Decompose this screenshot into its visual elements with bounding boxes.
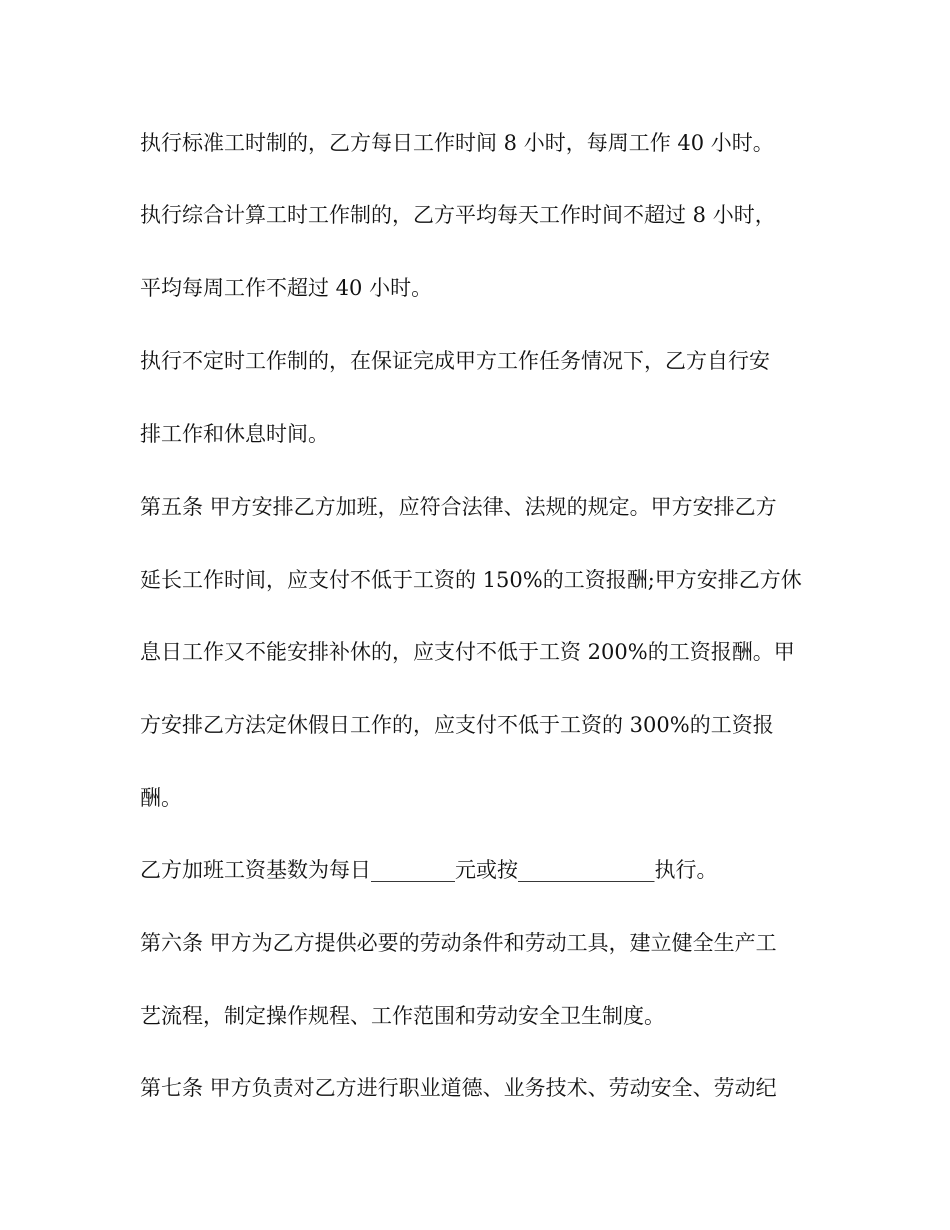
text-line: 平均每周工作不超过 40 小时。 — [140, 276, 433, 300]
text-line: 第六条 甲方为乙方提供必要的劳动条件和劳动工具，建立健全生产工 — [140, 931, 777, 955]
text-line: 艺流程，制定操作规程、工作范围和劳动安全卫生制度。 — [140, 1004, 665, 1028]
text-line: 第七条 甲方负责对乙方进行职业道德、业务技术、劳动安全、劳动纪 — [140, 1076, 777, 1100]
text-line: 息日工作又不能安排补休的，应支付不低于工资 200%的工资报酬。甲 — [140, 640, 795, 664]
text-line: 排工作和休息时间。 — [140, 422, 329, 446]
text-line: 执行不定时工作制的，在保证完成甲方工作任务情况下，乙方自行安 — [140, 349, 770, 373]
text-line: 第五条 甲方安排乙方加班，应符合法律、法规的规定。甲方安排乙方 — [140, 495, 777, 519]
text-line: 方安排乙方法定休假日工作的，应支付不低于工资的 300%的工资报 — [140, 713, 774, 737]
text-line: 乙方加班工资基数为每日________元或按_____________执行。 — [140, 858, 718, 882]
text-line: 延长工作时间，应支付不低于工资的 150%的工资报酬;甲方安排乙方休 — [140, 568, 802, 592]
text-line: 执行综合计算工时工作制的，乙方平均每天工作时间不超过 8 小时， — [140, 203, 776, 227]
text-line: 执行标准工时制的，乙方每日工作时间 8 小时，每周工作 40 小时。 — [140, 131, 774, 155]
text-line: 酬。 — [140, 786, 182, 810]
